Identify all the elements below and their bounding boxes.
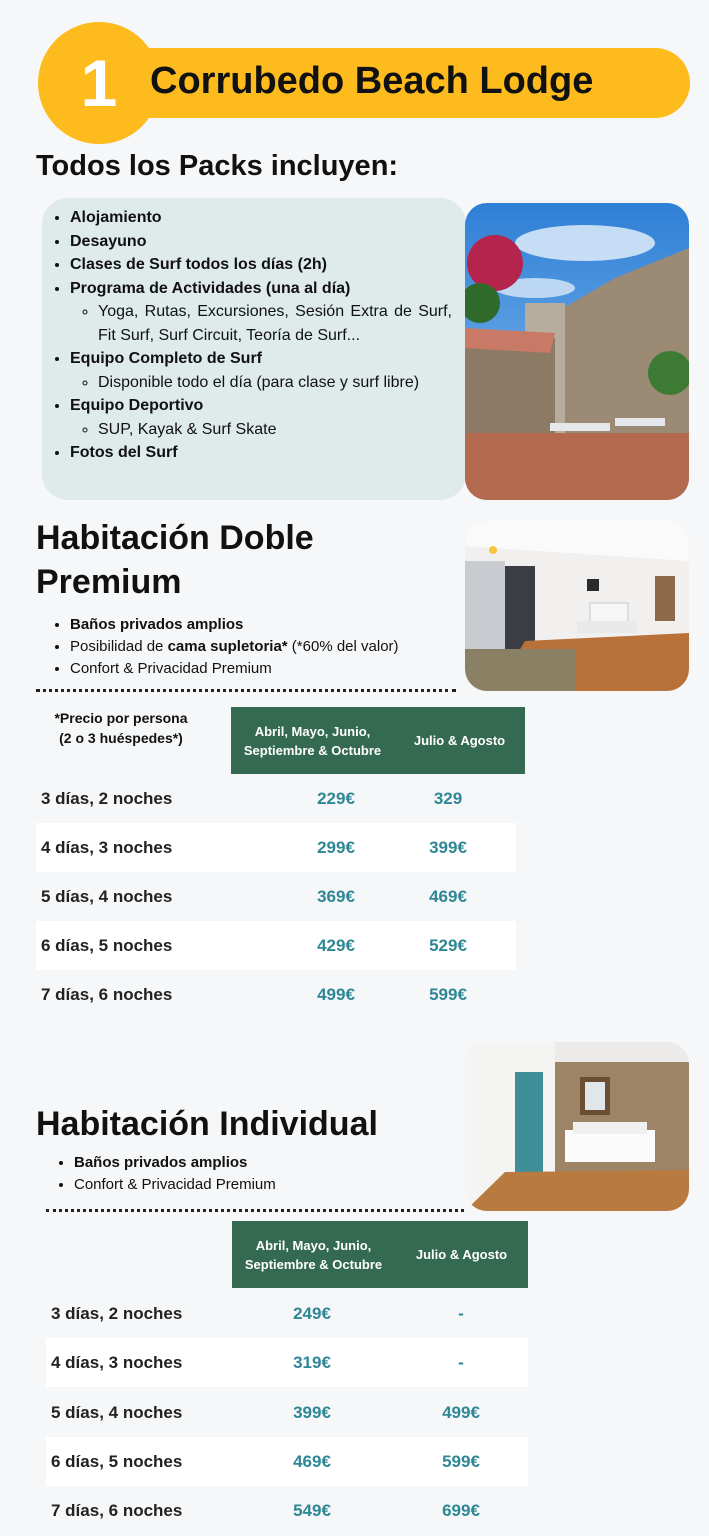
price-cell: 429€ (317, 935, 355, 955)
row-label: 3 días, 2 noches (51, 1303, 183, 1323)
individual-features (56, 1152, 276, 1196)
table-row (36, 823, 516, 872)
col-header-line2: Septiembre & Octubre (243, 742, 382, 758)
col-header-line1: Abril, Mayo, Junio, (255, 1237, 372, 1253)
table-row (46, 1486, 528, 1535)
list-item: • Confort & Privacidad Premium (70, 658, 399, 680)
price-cell: 399€ (293, 1402, 331, 1422)
doble-features (52, 614, 399, 680)
list-subitem: ◦ Yoga, Rutas, Excursiones, Sesión Extra de Surf, Fit Surf, Surf Circuit, Teoría de Surf... (98, 300, 452, 347)
price-cell: 229€ (317, 788, 355, 808)
price-cell: 499€ (442, 1402, 480, 1422)
feature-text: Posibilidad de (70, 638, 168, 655)
col-header-line1: Abril, Mayo, Junio, (254, 723, 371, 739)
table-row (36, 872, 516, 921)
list-item (70, 277, 452, 348)
row-label: 3 días, 2 noches (41, 788, 173, 808)
feature-bold: cama supletoria* (167, 638, 288, 655)
row-label: 5 días, 4 noches (41, 886, 173, 906)
doble-title-line2: Premium (36, 563, 182, 601)
col-header-line2: Septiembre & Octubre (244, 1256, 383, 1272)
price-cell: 329 (433, 788, 463, 808)
lodge-courtyard-photo (465, 203, 689, 500)
list-subitem: ◦ Disponible todo el día (para clase y surf libre) (98, 371, 452, 395)
feature-text: (*60% del valor) (287, 638, 399, 655)
includes-list (42, 198, 466, 465)
includes-panel (42, 198, 466, 500)
doble-col-header-season2: Julio & Agosto (394, 707, 525, 774)
section-divider (46, 1209, 464, 1212)
note-line1: *Precio por persona (54, 710, 188, 726)
list-item: • Baños privados amplios (70, 614, 399, 636)
table-row (46, 1338, 528, 1387)
list-item (70, 394, 452, 441)
page-title: Corrubedo Beach Lodge (150, 60, 594, 102)
price-note (36, 708, 206, 748)
table-row (36, 970, 516, 1019)
row-label: 4 días, 3 noches (51, 1352, 183, 1372)
note-line2: (2 o 3 huéspedes*) (59, 730, 183, 746)
doble-title (36, 516, 314, 604)
row-label: 4 días, 3 noches (41, 837, 173, 857)
row-label: 7 días, 6 noches (51, 1500, 183, 1520)
price-cell: 549€ (293, 1500, 331, 1520)
list-item: • Alojamiento (70, 206, 452, 230)
list-subitem: ◦ SUP, Kayak & Surf Skate (98, 418, 452, 442)
list-item: • Baños privados amplios (74, 1152, 276, 1174)
price-cell: 699€ (442, 1500, 480, 1520)
table-row (46, 1388, 528, 1437)
price-cell: 529€ (429, 935, 467, 955)
price-cell: - (458, 1352, 464, 1372)
list-item-label: Programa de Actividades (una al día) (70, 279, 351, 297)
doble-title-line1: Habitación Doble (36, 519, 314, 557)
list-item-label: Equipo Completo de Surf (70, 350, 262, 367)
row-label: 6 días, 5 noches (41, 935, 173, 955)
individual-col-header-season1 (232, 1221, 395, 1288)
price-cell: 469€ (429, 886, 467, 906)
individual-title: Habitación Individual (36, 1105, 378, 1143)
doble-room-photo (465, 521, 689, 691)
list-item: • Desayuno (70, 230, 452, 254)
list-item (70, 636, 399, 658)
doble-col-header-season1 (231, 707, 394, 774)
price-cell: 369€ (317, 886, 355, 906)
list-item (70, 347, 452, 394)
price-cell: 299€ (317, 837, 355, 857)
price-cell: 599€ (429, 984, 467, 1004)
price-cell: 499€ (317, 984, 355, 1004)
table-row (36, 774, 516, 823)
list-item: • Confort & Privacidad Premium (74, 1174, 276, 1196)
price-cell: 469€ (293, 1451, 331, 1471)
price-cell: 399€ (429, 837, 467, 857)
row-label: 6 días, 5 noches (51, 1451, 183, 1471)
row-label: 7 días, 6 noches (41, 984, 173, 1004)
individual-col-header-season2: Julio & Agosto (395, 1221, 528, 1288)
list-item: • Fotos del Surf (70, 441, 452, 465)
table-row (46, 1437, 528, 1486)
individual-room-photo (465, 1042, 689, 1211)
row-label: 5 días, 4 noches (51, 1402, 183, 1422)
list-item-label: Equipo Deportivo (70, 397, 204, 414)
price-cell: 599€ (442, 1451, 480, 1471)
section-divider (36, 689, 456, 692)
table-row (36, 921, 516, 970)
table-row (46, 1289, 528, 1338)
list-item: • Clases de Surf todos los días (2h) (70, 253, 452, 277)
lodge-number: 1 (80, 46, 118, 120)
price-cell: 319€ (293, 1352, 331, 1372)
includes-heading: Todos los Packs incluyen: (36, 150, 399, 182)
price-cell: 249€ (293, 1303, 331, 1323)
price-cell: - (458, 1303, 464, 1323)
